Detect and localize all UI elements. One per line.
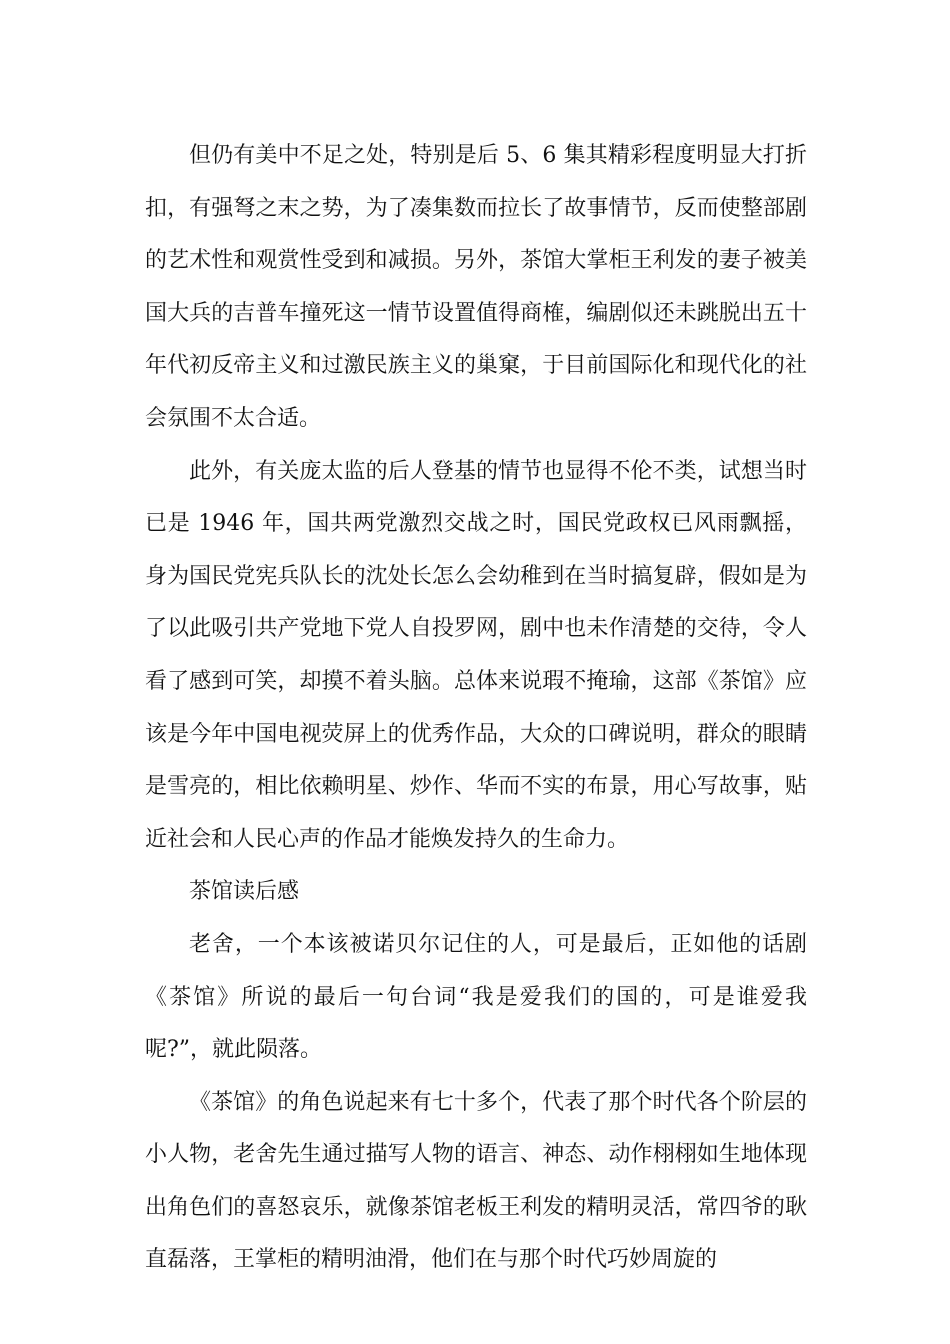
section-heading: 茶馆读后感 bbox=[189, 879, 300, 905]
document-page bbox=[145, 130, 807, 1287]
paragraph: 但仍有美中不足之处，特别是后 5、6 集其精彩程度明显大打折扣，有强弩之末之势，为了凑集数而拉长了故事情节，反而使整部剧的艺术性和观赏性受到和减损。另外，茶馆大掌柜王利发的妻子被美国大兵的吉普车撞死这一情节设置值得商榷，编剧似还未跳脱出五十年代初反帝主义和过激民族主义的巢窠，于目前国际化和现代化的社会氛围不太合适。 bbox=[145, 143, 807, 431]
paragraph: 此外，有关庞太监的后人登基的情节也显得不伦不类，试想当时已是 1946 年，国共两党激烈交战之时，国民党政权已风雨飘摇，身为国民党宪兵队长的沈处长怎么会幼稚到在当时搞复辟，假如是为了以此吸引共产党地下党人自投罗网，剧中也未作清楚的交待，令人看了感到可笑，却摸不着头脑。总体来说瑕不掩瑜，这部《茶馆》应该是今年中国电视荧屏上的优秀作品，大众的口碑说明，群众的眼睛是雪亮的，相比依赖明星、炒作、华而不实的布景，用心写故事，贴近社会和人民心声的作品才能焕发持久的生命力。 bbox=[145, 458, 807, 852]
paragraph: 老舍，一个本该被诺贝尔记住的人，可是最后，正如他的话剧《茶馆》所说的最后一句台词“我是爱我们的国的，可是谁爱我呢?”，就此陨落。 bbox=[145, 931, 807, 1063]
paragraph: 《茶馆》的角色说起来有七十多个，代表了那个时代各个阶层的小人物，老舍先生通过描写人物的语言、神态、动作栩栩如生地体现出角色们的喜怒哀乐，就像茶馆老板王利发的精明灵活，常四爷的耿直磊落，王掌柜的精明油滑，他们在与那个时代巧妙周旋的 bbox=[145, 1089, 807, 1273]
